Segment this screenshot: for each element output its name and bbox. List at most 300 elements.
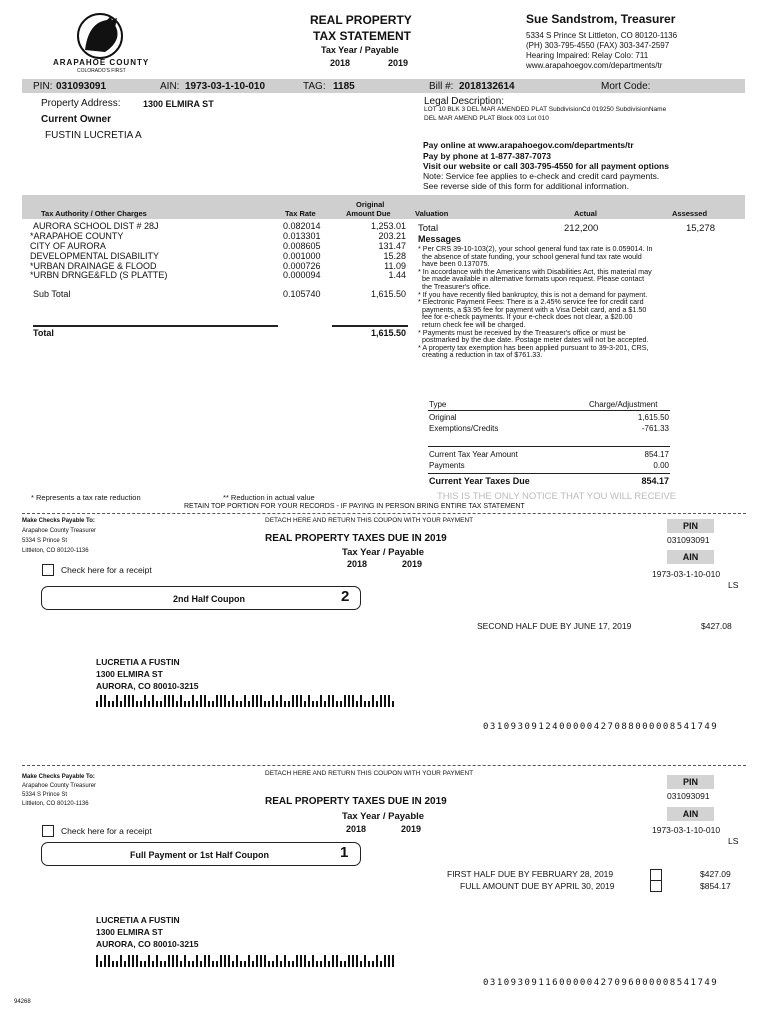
payments-amount: 0.00 (653, 461, 669, 470)
barcode-bar (104, 695, 106, 707)
col-actual: Actual (574, 209, 597, 218)
barcode-bar (300, 955, 302, 967)
barcode-bar (244, 961, 246, 967)
coupon-pin-label: PIN (667, 519, 714, 533)
authority-amount: 1.44 (388, 270, 406, 280)
barcode-bar (312, 955, 314, 967)
tag-label: TAG: (303, 81, 326, 92)
barcode-bar (368, 701, 370, 707)
charges-original-label: Original (429, 413, 457, 422)
barcode-bar (352, 695, 354, 707)
barcode-bar (284, 955, 286, 967)
col-original-1: Original (356, 200, 385, 209)
charges-due-rule (428, 473, 670, 474)
payee-name: Arapahoe County Treasurer (22, 528, 97, 534)
barcode-bar (132, 955, 134, 967)
barcode-bar (232, 695, 234, 707)
coupon-number: 1 (340, 844, 349, 861)
reverse-side-note: See reverse side of this form for additional information. (423, 181, 629, 191)
full-amount-due-line: FULL AMOUNT DUE BY APRIL 30, 2019 (460, 881, 615, 891)
taxes-due-label: Current Year Taxes Due (429, 476, 530, 486)
barcode-bar (188, 961, 190, 967)
barcode-bar (380, 695, 382, 707)
current-owner-label: Current Owner (41, 114, 112, 125)
barcode-bar (340, 701, 342, 707)
bill-label: Bill #: (429, 81, 454, 92)
barcode-bar (272, 695, 274, 707)
col-tax-authority: Tax Authority / Other Charges (41, 209, 147, 218)
authority-rate: 0.082014 (283, 221, 321, 231)
barcode-bar (196, 701, 198, 707)
full-amount-checkbox[interactable] (650, 880, 662, 892)
barcode-bar (372, 695, 374, 707)
barcode-bar (216, 695, 218, 707)
barcode-bar (368, 961, 370, 967)
barcode-bar (120, 955, 122, 967)
barcode-bar (140, 961, 142, 967)
property-address-label: Property Address: (41, 98, 121, 109)
treasurer-phone: (PH) 303-795-4550 (FAX) 303-347-2597 (526, 41, 670, 50)
charges-exemptions-label: Exemptions/Credits (429, 424, 499, 433)
coupon-tax-year: 2018 (346, 824, 367, 834)
coupon-tax-year-label: Tax Year / Payable (342, 811, 425, 822)
receipt-label: Check here for a receipt (61, 826, 152, 836)
barcode-bar (284, 701, 286, 707)
barcode-bar (296, 955, 298, 967)
barcode-bar (188, 701, 190, 707)
charges-type-header: Type (429, 400, 447, 409)
payee-city: Littleton, CO 80120-1136 (22, 548, 89, 554)
barcode-bar (220, 695, 222, 707)
message-line: * Electronic Payment Fees: There is a 2.45% service fee for credit card (418, 297, 644, 307)
barcode-bar (308, 695, 310, 707)
barcode-bar (160, 701, 162, 707)
barcode-bar (256, 695, 258, 707)
barcode-bar (204, 955, 206, 967)
barcode-bar (244, 695, 246, 707)
barcode-bar (296, 695, 298, 707)
charges-adjustment-header: Charge/Adjustment (589, 400, 658, 409)
barcode-bar (276, 701, 278, 707)
message-line: * Per CRS 39-10-103(2), your school general fund tax rate is 0.059014. In (418, 244, 653, 253)
authority-name: AURORA SCHOOL DIST # 28J (33, 221, 159, 231)
coupon-ls: LS (728, 580, 739, 590)
coupon-pin: 031093091 (667, 535, 710, 545)
payable-year: 2019 (388, 58, 409, 68)
total-rule-right (332, 325, 408, 327)
barcode-bar (108, 955, 110, 967)
barcode-bar (268, 701, 270, 707)
postal-barcode (96, 695, 394, 707)
barcode-bar (96, 701, 98, 707)
barcode-bar (356, 701, 358, 707)
barcode-bar (120, 701, 122, 707)
detach-instructions: DETACH HERE AND RETURN THIS COUPON WITH YOUR PAYMENT (265, 517, 474, 524)
valuation-total-label: Total (418, 223, 439, 234)
authority-amount: 131.47 (378, 241, 406, 251)
barcode-bar (204, 695, 206, 707)
first-half-due-line: FIRST HALF DUE BY FEBRUARY 28, 2019 (447, 869, 614, 879)
barcode-bar (316, 961, 318, 967)
message-line: * A property tax exemption has been applied pursuant to 39-3-201, CRS, (418, 342, 649, 352)
postal-barcode (96, 955, 394, 967)
receipt-label: Check here for a receipt (61, 565, 152, 575)
barcode-bar (172, 695, 174, 707)
barcode-bar (176, 955, 178, 967)
coupon-ain: 1973-03-1-10-010 (652, 825, 721, 835)
coupon-pin-label: PIN (667, 775, 714, 789)
barcode-bar (176, 701, 178, 707)
barcode-bar (180, 961, 182, 967)
taxes-due-amount: 854.17 (641, 476, 669, 486)
col-valuation: Valuation (415, 209, 449, 218)
current-owner: FUSTIN LUCRETIA A (45, 130, 142, 141)
coupon-pin: 031093091 (667, 791, 710, 801)
barcode-bar (224, 695, 226, 707)
authority-rate: 0.000094 (283, 270, 321, 280)
barcode-bar (248, 955, 250, 967)
taxes-due-title: REAL PROPERTY TAXES DUE IN 2019 (265, 533, 447, 544)
treasurer-hearing: Hearing Impaired: Relay Colo: 711 (526, 51, 649, 60)
checks-payable-label: Make Checks Payable To: (22, 774, 95, 780)
mail-street: 1300 ELMIRA ST (96, 927, 163, 937)
barcode-bar (184, 701, 186, 707)
second-half-due-amount: $427.08 (701, 621, 732, 631)
coupon-ain-label: AIN (667, 807, 714, 821)
barcode-bar (228, 955, 230, 967)
mail-city: AURORA, CO 80010-3215 (96, 939, 199, 949)
barcode-bar (324, 701, 326, 707)
barcode-bar (144, 961, 146, 967)
treasurer-name: Sue Sandstrom, Treasurer (526, 12, 676, 26)
authority-name: *URBAN DRAINAGE & FLOOD (30, 261, 157, 271)
tax-rate-reduction-note: * Represents a tax rate reduction (31, 493, 141, 502)
barcode-bar (380, 961, 382, 967)
barcode-bar (304, 955, 306, 967)
payee-street: 5334 S Prince St (22, 538, 68, 544)
barcode-bar (276, 955, 278, 967)
barcode-bar (184, 955, 186, 967)
barcode-bar (200, 695, 202, 707)
barcode-bar (260, 695, 262, 707)
barcode-bar (268, 961, 270, 967)
current-tax-year-amount: 854.17 (644, 450, 669, 459)
barcode-bar (212, 701, 214, 707)
county-seal-icon (45, 12, 155, 60)
barcode-bar (252, 961, 254, 967)
message-line: * In accordance with the Americans with Disabilities Act, this material may (418, 266, 652, 276)
barcode-bar (384, 955, 386, 967)
scanline: 0310930912400000427088000008541749 (483, 722, 719, 732)
coupon-title: Full Payment or 1st Half Coupon (130, 850, 270, 860)
mail-name: LUCRETIA A FUSTIN (96, 657, 180, 667)
pay-online-link[interactable]: Pay online at www.arapahoegov.com/departments/tr (423, 140, 634, 150)
tax-year: 2018 (330, 58, 351, 68)
barcode-bar (228, 701, 230, 707)
authority-name: DEVELOPMENTAL DISABILITY (30, 251, 160, 261)
barcode-bar (292, 695, 294, 707)
mort-code-label: Mort Code: (601, 81, 651, 92)
barcode-bar (100, 695, 102, 707)
mail-city: AURORA, CO 80010-3215 (96, 681, 199, 691)
treasurer-website: www.arapahoegov.com/departments/tr (526, 61, 663, 70)
barcode-bar (128, 695, 130, 707)
service-fee-note: Note: Service fee applies to e-check and credit card payments. (423, 171, 660, 181)
barcode-bar (172, 955, 174, 967)
barcode-bar (112, 961, 114, 967)
barcode-bar (320, 695, 322, 707)
authority-name: CITY OF AURORA (30, 241, 106, 251)
barcode-bar (168, 695, 170, 707)
barcode-bar (292, 961, 294, 967)
legal-description-line-2: DEL MAR AMEND PLAT Block 003 Lot 010 (424, 115, 549, 122)
subtotal-amount: 1,615.50 (370, 289, 406, 299)
barcode-bar (328, 695, 330, 707)
barcode-bar (360, 695, 362, 707)
barcode-bar (216, 961, 218, 967)
barcode-bar (200, 961, 202, 967)
barcode-bar (140, 701, 142, 707)
barcode-bar (164, 695, 166, 707)
barcode-bar (288, 961, 290, 967)
barcode-bar (348, 955, 350, 967)
subtotal-label: Sub Total (33, 289, 71, 299)
barcode-bar (164, 961, 166, 967)
barcode-bar (308, 961, 310, 967)
barcode-bar (388, 955, 390, 967)
message-line: the Treasurer's office. (418, 281, 491, 291)
barcode-bar (100, 961, 102, 967)
ain-label: AIN: (160, 81, 180, 92)
charges-original: 1,615.50 (637, 413, 669, 422)
message-line: return check fee will be charged. (418, 319, 526, 329)
payee-street: 5334 S Prince St (22, 792, 68, 798)
barcode-bar (340, 961, 342, 967)
detach-instructions: DETACH HERE AND RETURN THIS COUPON WITH YOUR PAYMENT (265, 770, 474, 777)
treasurer-address: 5334 S Prince St Littleton, CO 80120-1136 (526, 31, 678, 40)
barcode-bar (116, 695, 118, 707)
barcode-bar (152, 961, 154, 967)
barcode-bar (280, 695, 282, 707)
payments-label: Payments (429, 461, 465, 470)
barcode-bar (192, 695, 194, 707)
pin-label: PIN: (33, 81, 53, 92)
bill-value: 2018132614 (459, 81, 515, 92)
authority-rate: 0.000726 (283, 261, 321, 271)
coupon-payable-year: 2019 (401, 824, 422, 834)
message-line: creating a reduction in tax of $761.33. (418, 350, 543, 360)
barcode-bar (388, 695, 390, 707)
barcode-bar (136, 955, 138, 967)
messages-title: Messages (418, 234, 462, 244)
barcode-bar (300, 695, 302, 707)
scanline: 0310930911600000427096000008541749 (483, 978, 719, 988)
barcode-bar (104, 955, 106, 967)
statement-title-2: TAX STATEMENT (313, 29, 411, 43)
authority-amount: 1,253.01 (370, 221, 406, 231)
barcode-bar (136, 701, 138, 707)
message-line: have been 0.137075. (418, 259, 490, 269)
barcode-bar (144, 695, 146, 707)
barcode-bar (208, 701, 210, 707)
barcode-bar (280, 961, 282, 967)
barcode-bar (96, 955, 98, 967)
barcode-bar (392, 955, 394, 967)
barcode-bar (364, 955, 366, 967)
subtotal-rate: 0.105740 (283, 289, 321, 299)
barcode-bar (192, 961, 194, 967)
first-half-due-amount: $427.09 (700, 869, 731, 879)
actual-value-reduction-note: ** Reduction in actual value (223, 493, 315, 502)
form-number: 94268 (14, 999, 31, 1005)
barcode-bar (248, 701, 250, 707)
barcode-bar (116, 961, 118, 967)
message-line: postmarked by the due date. Postage meter dates will not be accepted. (418, 335, 649, 345)
coupon-tax-year: 2018 (347, 559, 368, 569)
barcode-bar (128, 955, 130, 967)
authority-name: *URBN DRNGE&FLD (S PLATTE) (30, 270, 168, 280)
authority-rate: 0.013301 (283, 231, 321, 241)
col-assessed: Assessed (672, 209, 708, 218)
barcode-bar (168, 955, 170, 967)
pay-by-phone: Pay by phone at 1-877-387-7073 (423, 151, 552, 161)
mail-name: LUCRETIA A FUSTIN (96, 915, 180, 925)
barcode-bar (316, 701, 318, 707)
barcode-bar (240, 961, 242, 967)
barcode-bar (252, 695, 254, 707)
authority-amount: 11.09 (384, 261, 406, 271)
authority-name: *ARAPAHOE COUNTY (30, 231, 124, 241)
receipt-checkbox[interactable] (42, 825, 54, 837)
charges-mid-rule (428, 446, 670, 447)
barcode-bar (336, 955, 338, 967)
barcode-bar (356, 955, 358, 967)
charges-exemptions: -761.33 (641, 424, 669, 433)
coupon-payable-year: 2019 (402, 559, 423, 569)
barcode-bar (156, 701, 158, 707)
barcode-bar (384, 695, 386, 707)
full-amount-due: $854.17 (700, 881, 731, 891)
message-line: * Payments must be received by the Treasurer's office or must be (418, 327, 626, 337)
barcode-bar (196, 955, 198, 967)
barcode-bar (344, 961, 346, 967)
message-line: the absence of state funding, your school general fund tax rate would (418, 251, 642, 261)
barcode-bar (208, 955, 210, 967)
barcode-bar (352, 955, 354, 967)
property-address: 1300 ELMIRA ST (143, 99, 214, 109)
payee-city: Littleton, CO 80120-1136 (22, 801, 89, 807)
total-rule-left (33, 325, 278, 327)
charges-header-rule (428, 410, 670, 411)
barcode-bar (332, 955, 334, 967)
message-line: be made available in alternative formats upon request. Please contact (418, 274, 645, 284)
barcode-bar (236, 955, 238, 967)
coupon-tax-year-label: Tax Year / Payable (342, 547, 425, 558)
only-notice-text: THIS IS THE ONLY NOTICE THAT YOU WILL RECEIVE (437, 491, 677, 502)
barcode-bar (160, 961, 162, 967)
county-tagline: COLORADO'S FIRST (77, 68, 126, 74)
retain-instructions: RETAIN TOP PORTION FOR YOUR RECORDS - IF PAYING IN PERSON BRING ENTIRE TAX STATEMENT (184, 503, 525, 510)
barcode-bar (256, 955, 258, 967)
barcode-bar (272, 961, 274, 967)
coupon-ls: LS (728, 836, 739, 846)
valuation-assessed: 15,278 (685, 223, 715, 234)
authority-rate: 0.001000 (283, 251, 321, 261)
payment-options: Visit our website or call 303-795-4550 for all payment options (423, 161, 669, 171)
barcode-bar (152, 695, 154, 707)
tag-value: 1185 (333, 81, 355, 92)
valuation-actual: 212,200 (564, 223, 599, 234)
barcode-bar (372, 961, 374, 967)
county-logo (45, 12, 155, 72)
coupon-number: 2 (341, 588, 350, 605)
message-line: payments, a $3.95 fee for payment with a Visa Debit card, and a $1.50 (418, 304, 647, 314)
barcode-bar (324, 955, 326, 967)
barcode-bar (360, 961, 362, 967)
col-original-2: Amount Due (346, 209, 391, 218)
authority-amount: 203.21 (378, 231, 406, 241)
barcode-bar (124, 695, 126, 707)
barcode-bar (260, 955, 262, 967)
barcode-bar (236, 701, 238, 707)
barcode-bar (180, 695, 182, 707)
barcode-bar (148, 701, 150, 707)
messages-list (418, 245, 653, 359)
legal-description-line-1: LOT 10 BLK 3 DEL MAR AMENDED PLAT SubdivisionCd 019250 SubdivisionName (424, 106, 667, 113)
coupon-ain-label: AIN (667, 550, 714, 564)
receipt-checkbox[interactable] (42, 564, 54, 576)
checks-payable-label: Make Checks Payable To: (22, 518, 95, 524)
barcode-bar (124, 961, 126, 967)
statement-title-1: REAL PROPERTY (310, 13, 412, 27)
barcode-bar (224, 955, 226, 967)
barcode-bar (288, 701, 290, 707)
barcode-bar (376, 701, 378, 707)
coupon-ain: 1973-03-1-10-010 (652, 569, 721, 579)
barcode-bar (112, 701, 114, 707)
barcode-bar (264, 701, 266, 707)
barcode-bar (304, 701, 306, 707)
pin-value: 031093091 (56, 81, 107, 92)
col-tax-rate: Tax Rate (285, 209, 316, 218)
barcode-bar (232, 961, 234, 967)
coupon-title: 2nd Half Coupon (173, 594, 245, 604)
barcode-bar (320, 961, 322, 967)
barcode-bar (376, 955, 378, 967)
mail-street: 1300 ELMIRA ST (96, 669, 163, 679)
barcode-bar (312, 701, 314, 707)
barcode-bar (156, 955, 158, 967)
authority-rate: 0.008605 (283, 241, 321, 251)
authority-amount: 15.28 (383, 251, 406, 261)
barcode-bar (328, 961, 330, 967)
second-half-due-line: SECOND HALF DUE BY JUNE 17, 2019 (477, 621, 632, 631)
ain-value: 1973-03-1-10-010 (185, 81, 266, 92)
barcode-bar (240, 701, 242, 707)
message-line: fee for e-check payments. If your e-check does not clear, a $20.00 (418, 312, 633, 322)
tax-year-label: Tax Year / Payable (321, 45, 399, 55)
barcode-bar (264, 955, 266, 967)
barcode-bar (220, 955, 222, 967)
detach-line-2 (22, 513, 746, 514)
legal-description-label: Legal Description: (424, 96, 505, 107)
barcode-bar (344, 695, 346, 707)
county-logo-text: ARAPAHOE COUNTY (53, 58, 150, 67)
barcode-bar (212, 961, 214, 967)
payee-name: Arapahoe County Treasurer (22, 783, 97, 789)
taxes-due-title: REAL PROPERTY TAXES DUE IN 2019 (265, 796, 447, 807)
barcode-bar (364, 701, 366, 707)
